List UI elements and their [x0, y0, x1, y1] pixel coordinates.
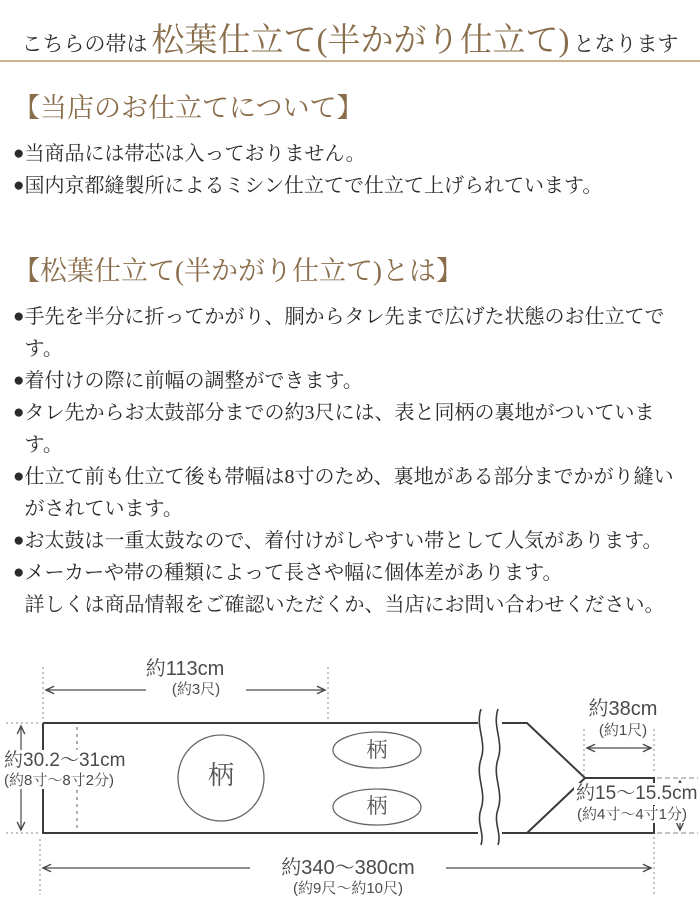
bullet-icon: ● [13, 370, 25, 391]
pattern-label-ellipse-top: 柄 [366, 739, 388, 762]
list-item-text: お太鼓は一重太鼓なので、着付けがしやすい帯として人気があります。 [24, 530, 663, 552]
section-1-bullets [13, 138, 687, 202]
dim-width-value: 約30.2〜31cm [4, 750, 126, 771]
list-item-text: 当商品には帯芯は入っておりません。 [24, 143, 366, 165]
break-wavy-line-left [479, 709, 482, 845]
dim-half-width-sub: (約4寸〜4寸1分) [577, 806, 688, 823]
dim-lining-sub: (約3尺) [146, 681, 246, 698]
list-item-text: 国内京都縫製所によるミシン仕立てで仕立て上げられています。 [24, 175, 603, 197]
obi-dimension-diagram [0, 655, 700, 905]
section-2-bullets [13, 301, 687, 621]
dim-width-sub: (約8寸〜8寸2分) [4, 772, 115, 789]
bullet-icon: ● [13, 175, 25, 196]
page-title-prefix: こちらの帯は [21, 32, 148, 56]
dim-half-width-value: 約15〜15.5cm [576, 783, 698, 804]
bullet-icon: ● [13, 562, 25, 583]
section-heading-shop-tailoring: 【当店のお仕立てについて】 [13, 93, 364, 123]
bullet-icon: ● [13, 143, 25, 164]
list-item [13, 525, 687, 557]
list-item [13, 301, 687, 365]
list-item [13, 170, 687, 202]
bullet-icon: ● [13, 306, 25, 327]
list-item-note: 詳しくは商品情報をご確認いただくか、当店にお問い合わせください。 [24, 594, 665, 616]
list-item [13, 138, 687, 170]
text-content [0, 91, 700, 621]
bullet-icon: ● [13, 402, 25, 423]
list-item-line: メーカーや帯の種類によって長さや幅に個体差があります。 [24, 562, 563, 584]
list-item-text: 手先を半分に折ってかがり、胴からタレ先まで広げた状態のお仕立てです。 [24, 306, 665, 360]
dim-tesaki-value: 約38cm [588, 698, 658, 720]
bullet-icon: ● [13, 466, 25, 487]
break-wavy-line-right [496, 709, 499, 845]
dim-lining-value: 約113cm [145, 658, 225, 680]
list-item [13, 397, 687, 461]
section-heading-matsuba-shitate: 【松葉仕立て(半かがり仕立て)とは】 [13, 256, 463, 286]
page-title-main: 松葉仕立て(半かがり仕立て) [151, 23, 570, 59]
list-item-text [24, 557, 687, 621]
list-item-text: 仕立て前も仕立て後も帯幅は8寸のため、裏地がある部分までかがり縫いがされています。 [24, 466, 674, 520]
list-item [13, 461, 687, 525]
pattern-label-ellipse-bottom: 柄 [366, 795, 388, 818]
dim-total-length-value: 約340〜380cm [250, 857, 446, 880]
list-item [13, 557, 687, 621]
list-item [13, 365, 687, 397]
page-title [0, 0, 700, 60]
bullet-icon: ● [13, 530, 25, 551]
dim-total-length-sub: (約9尺〜約10尺) [292, 880, 404, 897]
page-title-suffix: となります [573, 32, 679, 56]
list-item-text: 着付けの際に前幅の調整ができます。 [24, 370, 363, 392]
list-item-text: タレ先からお太鼓部分までの約3尺には、表と同柄の裏地がついています。 [24, 402, 655, 456]
belt-outline [43, 723, 654, 833]
pattern-label-circle: 柄 [207, 760, 234, 790]
dim-tesaki-sub: (約1尺) [598, 722, 648, 739]
